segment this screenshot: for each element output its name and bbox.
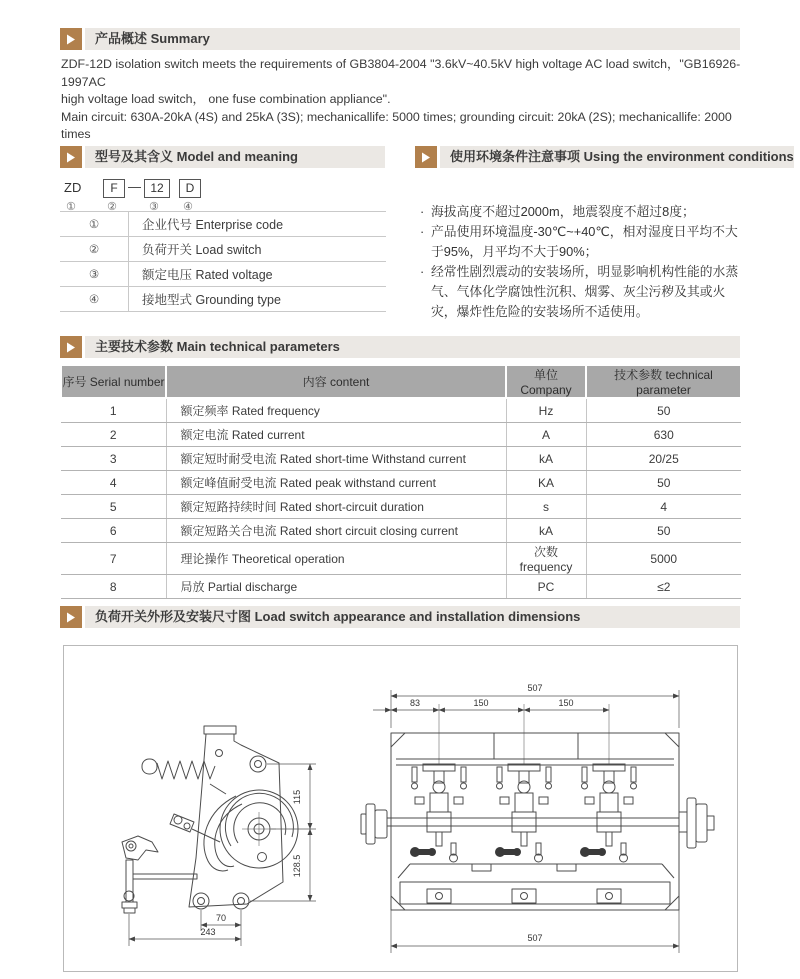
model-code-box-2: 12 bbox=[144, 179, 170, 198]
col-content: 内容 content bbox=[166, 365, 506, 398]
section-header-tech bbox=[60, 336, 740, 358]
play-icon bbox=[60, 606, 82, 628]
cell-unit: s bbox=[506, 495, 586, 519]
model-meaning-table bbox=[60, 211, 386, 312]
cell-no: 1 bbox=[61, 398, 166, 423]
bullet-text: 海拔高度不超过2000m，地震裂度不超过8度； bbox=[431, 204, 695, 219]
play-icon bbox=[60, 146, 82, 168]
side-view-drawing bbox=[86, 646, 386, 966]
model-code-box-1: F bbox=[103, 179, 125, 198]
cell-no: 3 bbox=[61, 447, 166, 471]
model-code-prefix: ZD bbox=[64, 180, 82, 195]
bullet-dot: · bbox=[420, 264, 425, 279]
cell-content: 额定频率 Rated frequency bbox=[166, 398, 506, 423]
dim-150-b: 150 bbox=[558, 698, 574, 708]
summary-title: 产品概述 Summary bbox=[85, 28, 740, 50]
cell-value: 50 bbox=[586, 398, 741, 423]
table-row bbox=[61, 543, 741, 575]
bullet-text: 产品使用环境温度-30℃~+40℃，相对湿度日平均不大于95%，月平均不大于90%； bbox=[431, 224, 738, 259]
cell-no: 7 bbox=[61, 543, 166, 575]
table-row bbox=[61, 471, 741, 495]
model-row-num: ② bbox=[88, 244, 100, 256]
model-code-box-3: D bbox=[179, 179, 201, 198]
dim-115: 115 bbox=[292, 789, 302, 805]
front-view-drawing bbox=[360, 646, 736, 968]
model-row-num: ① bbox=[88, 219, 100, 231]
cell-unit: Hz bbox=[506, 398, 586, 423]
cell-no: 6 bbox=[61, 519, 166, 543]
bullet-text: 经常性剧烈震动的安装场所，明显影响机构性能的水蒸气、气体化学腐蚀性沉积、烟雾、灰尘污秽及其或火灾，爆炸性危险的安装场所不适使用。 bbox=[431, 264, 739, 319]
model-code-index-2: ② bbox=[107, 201, 117, 213]
cell-value: 5000 bbox=[586, 543, 741, 575]
summary-line-1: ZDF-12D isolation switch meets the requirements of GB3804-2004 "3.6kV~40.5kV high voltage AC load switch，"GB16926-1997AC bbox=[61, 57, 741, 89]
cell-value: ≤2 bbox=[586, 575, 741, 599]
cell-unit: kA bbox=[506, 519, 586, 543]
model-row bbox=[60, 286, 386, 312]
cell-unit: A bbox=[506, 423, 586, 447]
cell-value: 630 bbox=[586, 423, 741, 447]
cell-value: 50 bbox=[586, 519, 741, 543]
cell-content: 局放 Partial discharge bbox=[166, 575, 506, 599]
section-header-model bbox=[60, 146, 385, 168]
model-row-num: ③ bbox=[88, 269, 100, 281]
summary-text bbox=[61, 56, 753, 144]
cell-content: 理论操作 Theoretical operation bbox=[166, 543, 506, 575]
dim-507-top: 507 bbox=[527, 683, 543, 693]
dim-243: 243 bbox=[200, 927, 216, 937]
cell-unit: PC bbox=[506, 575, 586, 599]
table-row bbox=[61, 495, 741, 519]
table-row bbox=[61, 447, 741, 471]
section-header-drawing bbox=[60, 606, 740, 628]
model-code-index-4: ④ bbox=[183, 201, 193, 213]
cell-content: 额定短时耐受电流 Rated short-time Withstand current bbox=[166, 447, 506, 471]
cell-no: 4 bbox=[61, 471, 166, 495]
cell-content: 额定短路持续时间 Rated short-circuit duration bbox=[166, 495, 506, 519]
dim-128-5: 128.5 bbox=[292, 854, 302, 878]
model-code-index-3: ③ bbox=[149, 201, 159, 213]
bullet-dot: · bbox=[420, 224, 425, 239]
dim-83: 83 bbox=[409, 698, 421, 708]
model-row bbox=[60, 236, 386, 261]
model-code-dash: — bbox=[128, 179, 141, 194]
environment-bullets bbox=[420, 202, 742, 322]
model-row-label: 企业代号 Enterprise code bbox=[128, 212, 386, 236]
table-row bbox=[61, 519, 741, 543]
table-row bbox=[61, 398, 741, 423]
environment-bullet bbox=[420, 202, 742, 222]
dim-150-a: 150 bbox=[473, 698, 489, 708]
bullet-dot: · bbox=[420, 204, 425, 219]
tech-title: 主要技术参数 Main technical parameters bbox=[85, 336, 740, 358]
table-row bbox=[61, 575, 741, 599]
drawing-title: 负荷开关外形及安装尺寸图 Load switch appearance and installation dimensions bbox=[85, 606, 740, 628]
cell-value: 20/25 bbox=[586, 447, 741, 471]
cell-content: 额定峰值耐受电流 Rated peak withstand current bbox=[166, 471, 506, 495]
cell-no: 5 bbox=[61, 495, 166, 519]
col-unit: 单位 Company bbox=[506, 365, 586, 398]
section-header-summary bbox=[60, 28, 740, 50]
summary-line-3: Main circuit: 630A-20kA (4S) and 25kA (3S); mechanicallife: 5000 times; grounding circuit: 20kA (2S); mechanicallife: 2000 times bbox=[61, 109, 732, 141]
tech-header-row bbox=[61, 365, 741, 398]
model-title: 型号及其含义 Model and meaning bbox=[85, 146, 385, 168]
model-row bbox=[60, 261, 386, 286]
dim-70: 70 bbox=[215, 913, 227, 923]
model-row-label: 额定电压 Rated voltage bbox=[128, 262, 386, 286]
section-header-environment bbox=[415, 146, 794, 168]
cell-value: 50 bbox=[586, 471, 741, 495]
model-row-label: 负荷开关 Load switch bbox=[128, 237, 386, 261]
cell-no: 8 bbox=[61, 575, 166, 599]
environment-title: 使用环境条件注意事项 Using the environment conditions bbox=[440, 146, 794, 168]
drawing-panel bbox=[63, 645, 738, 972]
col-parameter: 技术参数 technical parameter bbox=[586, 365, 741, 398]
table-row bbox=[61, 423, 741, 447]
play-icon bbox=[60, 28, 82, 50]
dim-507-bottom: 507 bbox=[527, 933, 543, 943]
summary-line-2: high voltage load switch， one fuse combination appliance". bbox=[61, 92, 391, 106]
environment-bullet bbox=[420, 262, 742, 322]
model-row-num: ④ bbox=[88, 294, 100, 306]
model-code-index-1: ① bbox=[66, 201, 76, 213]
cell-unit: kA bbox=[506, 447, 586, 471]
model-row bbox=[60, 211, 386, 236]
cell-unit: KA bbox=[506, 471, 586, 495]
model-row-label: 接地型式 Grounding type bbox=[128, 287, 386, 311]
cell-content: 额定电流 Rated current bbox=[166, 423, 506, 447]
play-icon bbox=[60, 336, 82, 358]
tech-params-table bbox=[60, 364, 742, 599]
col-serial-number: 序号 Serial number bbox=[61, 365, 166, 398]
environment-bullet bbox=[420, 222, 742, 262]
cell-content: 额定短路关合电流 Rated short circuit closing current bbox=[166, 519, 506, 543]
cell-unit: 次数 frequency bbox=[506, 543, 586, 575]
cell-value: 4 bbox=[586, 495, 741, 519]
play-icon bbox=[415, 146, 437, 168]
cell-no: 2 bbox=[61, 423, 166, 447]
